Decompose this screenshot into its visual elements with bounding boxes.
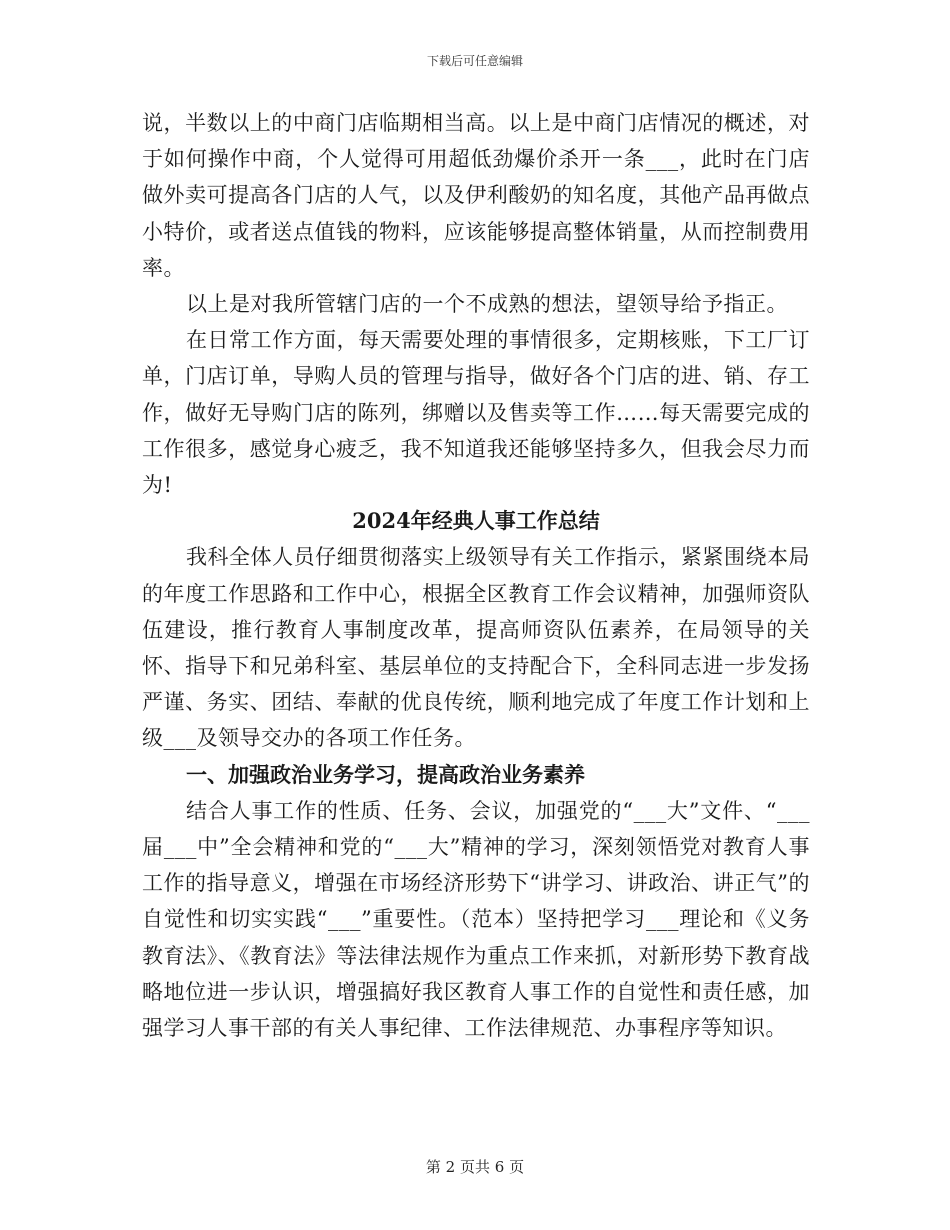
paragraph-section-1: 结合人事工作的性质、任务、会议，加强党的“___大”文件、“___届___中”全会精神和党的“___大”精神的学习，深刻领悟党对教育人事工作的指导意义，增强在市场经济形势下“讲学习、讲政治、讲正气”的自觉性和切实实践“___”重要性。（范本）坚持把学习___理论和《义务教育法》、《教育法》等法律法规作为重点工作来抓，对新形势下教育战略地位进一步认识，增强搞好我区教育人事工作的自觉性和责任感，加强学习人事干部的有关人事纪律、工作法律规范、办事程序等知识。	[142, 798, 810, 1041]
document-title: 2024年经典人事工作总结	[352, 508, 600, 534]
paragraph-conclusion: 以上是对我所管辖门店的一个不成熟的想法，望领导给予指正。	[186, 292, 788, 317]
paragraph-daily-work: 在日常工作方面，每天需要处理的事情很多，定期核账，下工厂订单，门店订单，导购人员的管理与指导，做好各个门店的进、销、存工作，做好无导购门店的陈列，绑赠以及售卖等工作……每天需要完成的工作很多，感觉身心疲乏，我不知道我还能够坚持多久，但我会尽力而为!	[142, 328, 810, 498]
paragraph-intro: 我科全体人员仔细贯彻落实上级领导有关工作指示，紧紧围绕本局的年度工作思路和工作中心，根据全区教育工作会议精神，加强师资队伍建设，推行教育人事制度改革，提高师资队伍素养，在局领导的关怀、指导下和兄弟科室、基层单位的支持配合下，全科同志进一步发扬严谨、务实、团结、奉献的优良传统，顺利地完成了年度工作计划和上级___及领导交办的各项工作任务。	[142, 545, 810, 751]
page-number: 第 2 页共 6 页	[425, 1158, 525, 1176]
document-body	[142, 105, 810, 1046]
page-header: 下载后可任意编辑	[426, 54, 523, 68]
paragraph-continued: 说，半数以上的中商门店临期相当高。以上是中商门店情况的概述，对于如何操作中商，个人觉得可用超低劲爆价杀开一条___，此时在门店做外卖可提高各门店的人气，以及伊利酸奶的知名度，其他产品再做点小特价，或者送点值钱的物料，应该能够提高整体销量，从而控制费用率。	[142, 111, 810, 280]
section-heading: 一、加强政治业务学习，提高政治业务素养	[186, 761, 585, 787]
